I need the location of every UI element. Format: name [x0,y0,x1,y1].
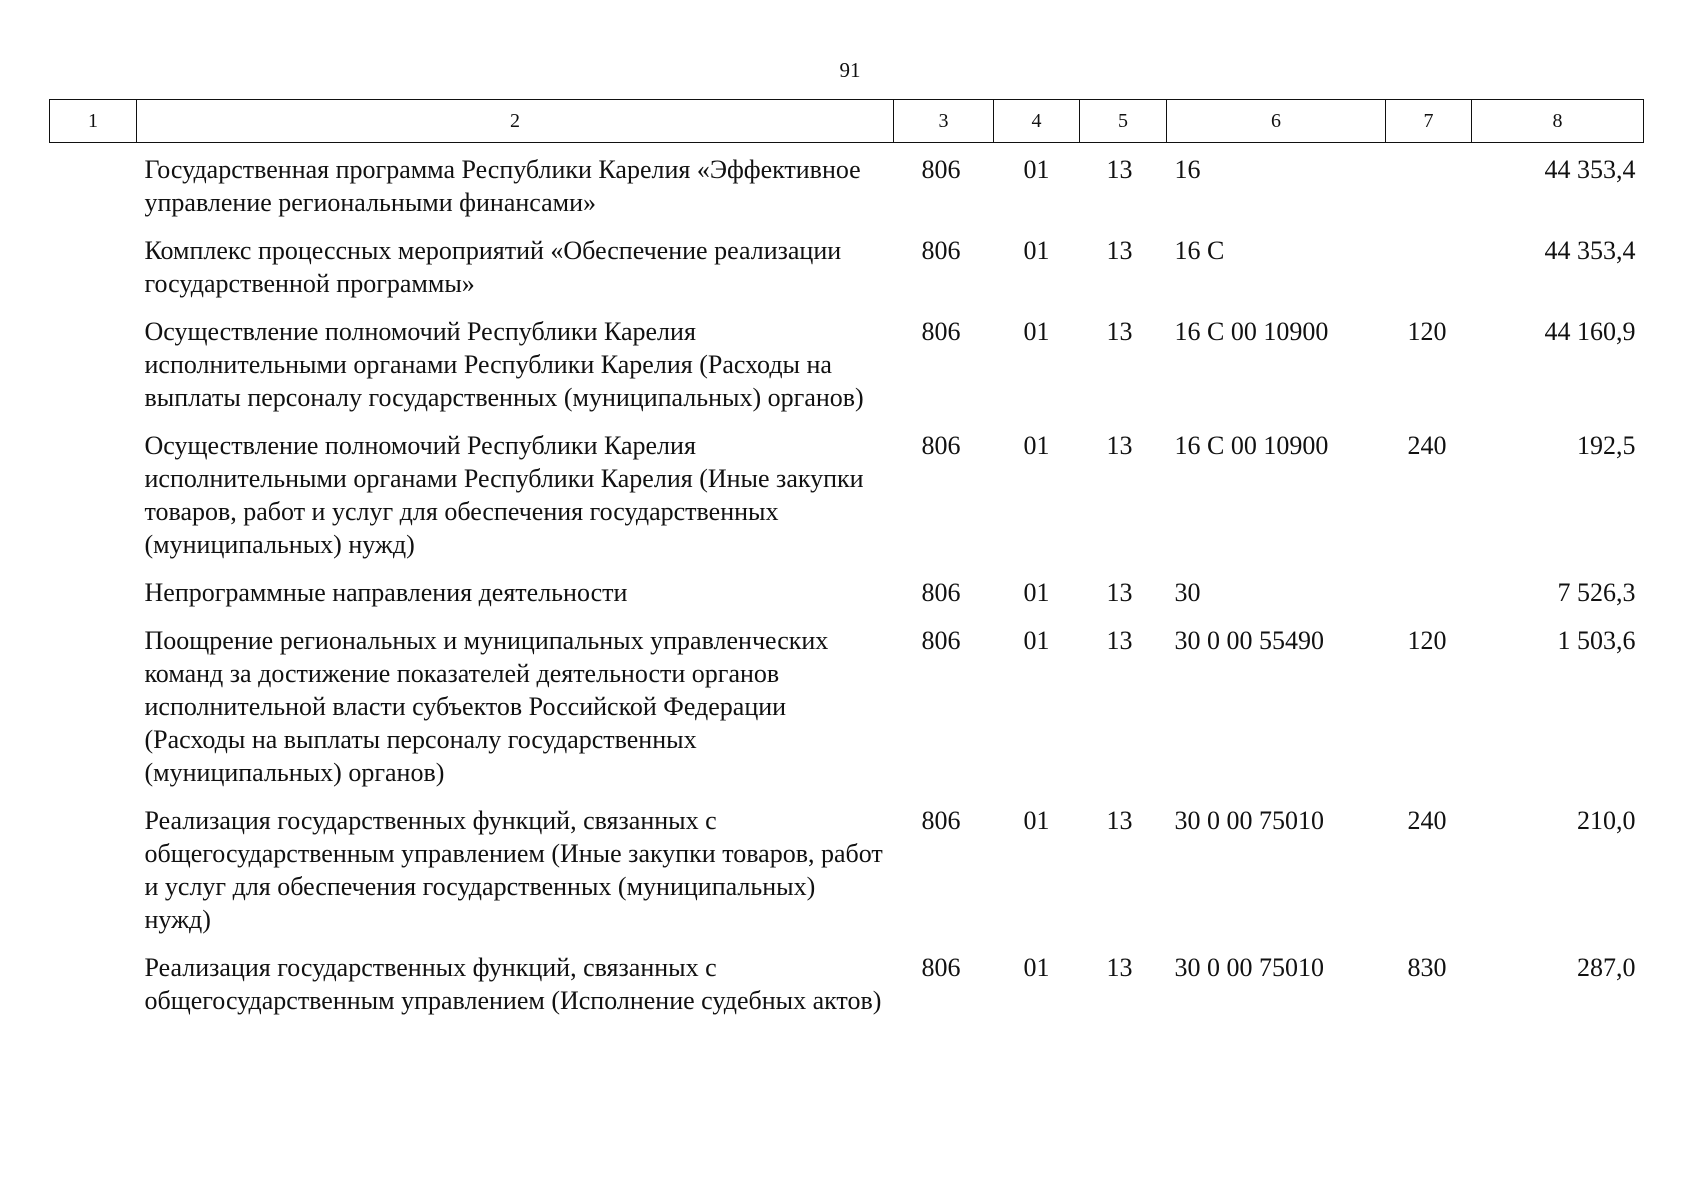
row-grbs: 806 [921,431,961,460]
row-target-code: 16 С 00 10900 [1174,317,1329,346]
table-body [50,143,1644,1033]
header-col-3: 3 [894,100,994,143]
header-col-7: 7 [1386,100,1472,143]
row-description: Реализация государственных функций, связанных с общегосударственным управлением (Иные закупки товаров, работ и услуг для обеспечения государственных (муниципальных) нужд) [144,806,883,934]
row-amount: 44 160,9 [1544,317,1636,346]
row-section: 01 [1023,953,1050,982]
table-row [50,576,1644,624]
row-expense-type: 120 [1407,626,1447,655]
row-subsection: 13 [1106,953,1133,982]
table-row [50,804,1644,951]
header-col-2: 2 [137,100,894,143]
table-header [50,100,1644,143]
header-row [50,100,1644,143]
row-description: Осуществление полномочий Республики Карелия исполнительными органами Республики Карелия (Расходы на выплаты персоналу государственных (муниципальных) органов) [144,317,864,412]
row-grbs: 806 [921,806,961,835]
header-col-6: 6 [1167,100,1386,143]
row-description: Поощрение региональных и муниципальных управленческих команд за достижение показателей деятельности органов исполнительной власти субъектов Российской Федерации (Расходы на выплаты персоналу государственных (муниципальных) органов) [144,626,829,787]
row-grbs: 806 [921,236,961,265]
page-number: 91 [839,58,861,82]
row-index-cell [50,429,137,576]
row-description: Государственная программа Республики Карелия «Эффективное управление региональными финансами» [144,155,861,217]
table-row [50,951,1644,1032]
row-index-cell [50,804,137,951]
row-subsection: 13 [1106,431,1133,460]
row-amount: 1 503,6 [1557,626,1636,655]
row-subsection: 13 [1106,806,1133,835]
row-amount: 192,5 [1577,431,1636,460]
row-expense-type: 240 [1407,431,1447,460]
row-amount: 287,0 [1577,953,1636,982]
row-grbs: 806 [921,953,961,982]
row-subsection: 13 [1106,236,1133,265]
row-section: 01 [1023,317,1050,346]
row-subsection: 13 [1106,317,1133,346]
row-section: 01 [1023,806,1050,835]
table-row [50,143,1644,235]
row-grbs: 806 [921,626,961,655]
row-section: 01 [1023,236,1050,265]
table-row [50,429,1644,576]
budget-table [49,99,1644,1032]
table-row [50,624,1644,804]
row-amount: 44 353,4 [1544,155,1636,184]
row-subsection: 13 [1106,578,1133,607]
header-col-1: 1 [50,100,137,143]
row-expense-type: 240 [1407,806,1447,835]
row-description: Комплекс процессных мероприятий «Обеспечение реализации государственной программы» [144,236,842,298]
header-col-5: 5 [1080,100,1167,143]
row-expense-type [1386,143,1472,235]
row-expense-type [1386,234,1472,315]
row-amount: 44 353,4 [1544,236,1636,265]
row-target-code: 30 0 00 75010 [1174,806,1324,835]
row-target-code: 30 0 00 55490 [1174,626,1324,655]
row-subsection: 13 [1106,626,1133,655]
row-index-cell [50,234,137,315]
row-expense-type: 120 [1407,317,1447,346]
row-amount: 210,0 [1577,806,1636,835]
row-index-cell [50,143,137,235]
row-index-cell [50,624,137,804]
row-section: 01 [1023,578,1050,607]
row-description: Непрограммные направления деятельности [144,578,628,607]
row-section: 01 [1023,155,1050,184]
row-grbs: 806 [921,317,961,346]
row-expense-type [1386,576,1472,624]
row-section: 01 [1023,431,1050,460]
row-amount: 7 526,3 [1557,578,1636,607]
row-target-code: 30 [1174,578,1201,607]
row-expense-type: 830 [1407,953,1447,982]
row-grbs: 806 [921,155,961,184]
row-index-cell [50,315,137,429]
row-subsection: 13 [1106,155,1133,184]
row-target-code: 16 [1174,155,1201,184]
budget-table-container [49,99,1643,1032]
header-col-8: 8 [1472,100,1644,143]
row-target-code: 30 0 00 75010 [1174,953,1324,982]
row-target-code: 16 С 00 10900 [1174,431,1329,460]
row-index-cell [50,951,137,1032]
row-grbs: 806 [921,578,961,607]
row-target-code: 16 С [1174,236,1225,265]
row-index-cell [50,576,137,624]
header-col-4: 4 [994,100,1080,143]
row-description: Осуществление полномочий Республики Карелия исполнительными органами Республики Карелия (Иные закупки товаров, работ и услуг для обеспечения государственных (муниципальных) нужд) [144,431,864,559]
table-row [50,234,1644,315]
table-row [50,315,1644,429]
row-section: 01 [1023,626,1050,655]
row-description: Реализация государственных функций, связанных с общегосударственным управлением (Исполнение судебных актов) [144,953,882,1015]
